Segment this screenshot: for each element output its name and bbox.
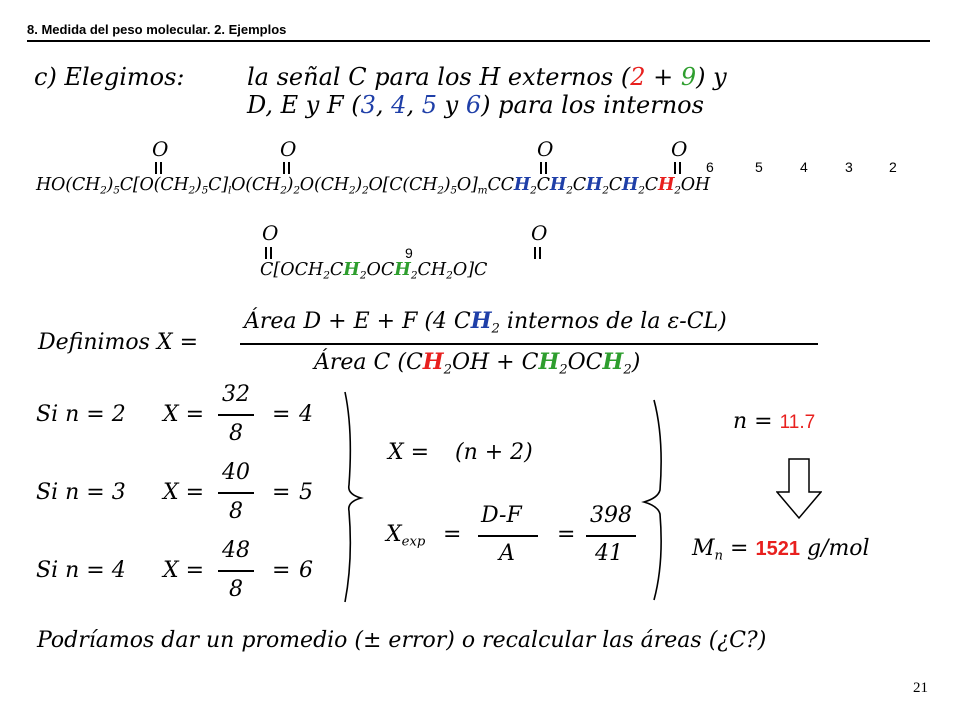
ratio-numerator: 398	[590, 503, 632, 528]
position-9: 9	[405, 245, 413, 261]
carbonyl-o-2: O	[280, 137, 297, 161]
carbonyl-o-1: O	[152, 137, 169, 161]
double-bond-5a	[265, 247, 267, 259]
case-fraction-bar	[218, 492, 254, 494]
carbonyl-o-3: O	[537, 137, 554, 161]
x-exp-label: $X_{exp}$	[386, 522, 426, 550]
carbonyl-o-5: O	[262, 221, 279, 245]
case-equals: =	[272, 558, 291, 583]
double-bond-2a	[283, 162, 285, 174]
case-result: 5	[299, 480, 313, 505]
definition-numerator: Área D + E + F (4 $CH_2$ internos de la ε-CL)	[244, 308, 727, 337]
page-number: 21	[913, 680, 928, 696]
x-equation-label: X =	[388, 440, 430, 465]
double-bond-3a	[540, 162, 542, 174]
position-2: 2	[889, 159, 897, 175]
header-rule	[27, 40, 930, 42]
right-curly-brace	[640, 398, 680, 603]
double-bond-5b	[270, 247, 272, 259]
position-4: 4	[800, 159, 808, 175]
left-curly-brace	[335, 390, 375, 605]
case-numerator: 32	[222, 382, 250, 407]
footer-note: Podríamos dar un promedio (± error) o recalcular las áreas (¿C?)	[37, 628, 767, 653]
case-result: 6	[299, 558, 313, 583]
position-5: 5	[755, 159, 763, 175]
double-bond-3b	[545, 162, 547, 174]
intro-line-1: la señal C para los H externos (2 + 9) y	[247, 63, 727, 91]
definition-denominator: Área C $(CH_2OH + CH_2OCH_2)$	[314, 349, 641, 378]
double-bond-6a	[534, 247, 536, 259]
df-fraction-bar	[478, 535, 538, 537]
x-equation-value: (n + 2)	[455, 440, 533, 465]
case-label: Si n = 4	[36, 558, 126, 583]
case-x: X =	[163, 558, 205, 583]
case-equals: =	[272, 402, 291, 427]
case-result: 4	[299, 402, 313, 427]
case-numerator: 40	[222, 460, 250, 485]
double-bond-1b	[160, 162, 162, 174]
definition-fraction-bar	[240, 343, 818, 345]
slide-header: 8. Medida del peso molecular. 2. Ejemplos	[27, 22, 287, 37]
case-numerator: 48	[222, 538, 250, 563]
end-group-formula: $C[OCH_2CH_2OCH_2CH_2O]C$	[260, 260, 488, 282]
carbonyl-o-4: O	[671, 137, 688, 161]
position-6: 6	[706, 159, 714, 175]
case-x: X =	[163, 402, 205, 427]
definition-label: Definimos X =	[38, 330, 199, 355]
double-bond-4b	[679, 162, 681, 174]
down-arrow-icon	[776, 458, 822, 520]
ratio-fraction-bar	[586, 535, 636, 537]
polymer-formula: $HO(CH_2)_5C[O(CH_2)_5C]_lO(CH_2)_2O(CH_2)_2O[C(CH_2)_5O]_mCCH_2CH_2CH_2CH_2CH_2OH$	[36, 175, 710, 197]
double-bond-2b	[288, 162, 290, 174]
ratio-equals: =	[557, 522, 576, 547]
n-result: n = 11.7	[733, 409, 816, 434]
case-denominator: 8	[229, 577, 243, 602]
df-denominator: A	[499, 541, 515, 566]
case-denominator: 8	[229, 499, 243, 524]
x-exp-equals: =	[443, 522, 462, 547]
case-x: X =	[163, 480, 205, 505]
case-equals: =	[272, 480, 291, 505]
case-fraction-bar	[218, 570, 254, 572]
double-bond-4a	[674, 162, 676, 174]
case-label: Si n = 3	[36, 480, 126, 505]
ratio-denominator: 41	[595, 541, 623, 566]
df-numerator: D-F	[481, 503, 522, 528]
case-fraction-bar	[218, 414, 254, 416]
case-label: Si n = 2	[36, 402, 126, 427]
intro-label: c) Elegimos:	[34, 63, 185, 91]
position-3: 3	[845, 159, 853, 175]
double-bond-6b	[539, 247, 541, 259]
intro-line-2: D, E y F (3, 4, 5 y 6) para los internos	[247, 91, 704, 119]
double-bond-1a	[155, 162, 157, 174]
carbonyl-o-6: O	[531, 221, 548, 245]
molecular-weight-result: $M_n = 1521$ g/mol	[692, 536, 870, 564]
case-denominator: 8	[229, 421, 243, 446]
